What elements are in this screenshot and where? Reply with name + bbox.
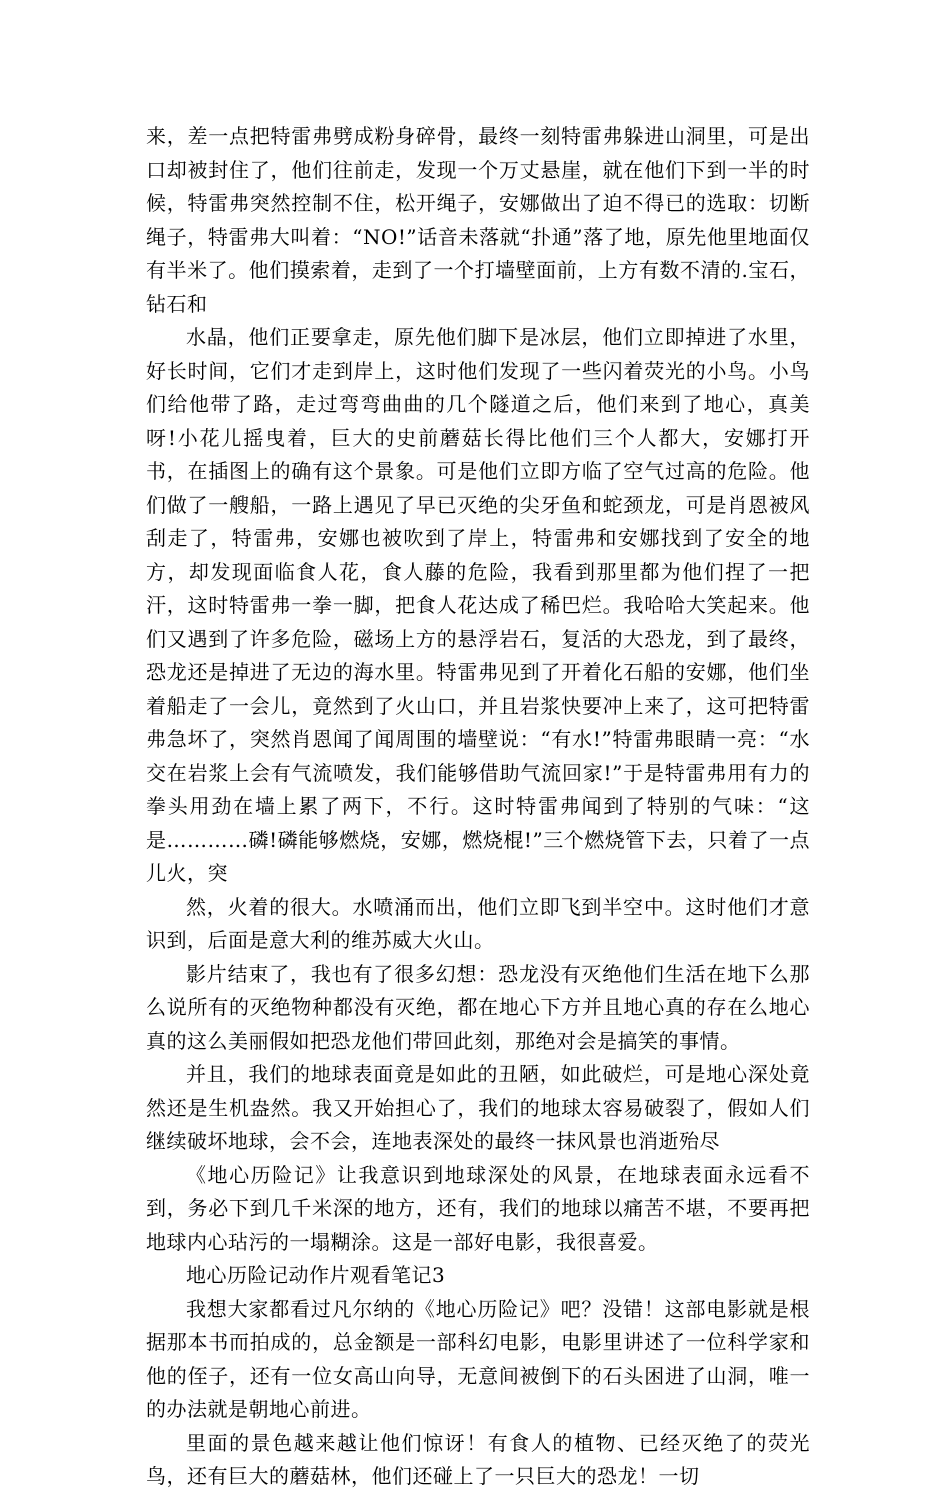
paragraph-6: 《地心历险记》让我意识到地球深处的风景，在地球表面永远看不到，务必下到几千米深的地方，还有，我们的地球以痛苦不堪，不要再把地球内心玷污的一塌糊涂。这是一部好电影，我很喜爱。	[146, 1162, 810, 1254]
paragraph-4: 影片结束了，我也有了很多幻想：恐龙没有灭绝他们生活在地下么那么说所有的灭绝物种都没有灭绝，都在地心下方并且地心真的存在么地心真的这么美丽假如把恐龙他们带回此刻，那绝对会是搞笑的事情。	[146, 961, 810, 1053]
paragraph-2: 水晶，他们正要拿走，原先他们脚下是冰层，他们立即掉进了水里，好长时间，它们才走到岸上，这时他们发现了一些闪着荧光的小鸟。小鸟们给他带了路，走过弯弯曲曲的几个隧道之后，他们来到了地心，真美呀!小花儿摇曳着，巨大的史前蘑菇长得比他们三个人都大，安娜打开书，在插图上的确有这个景象。可是他们立即方临了空气过高的危险。他们做了一艘船，一路上遇见了早已灭绝的尖牙鱼和蛇颈龙，可是肖恩被风刮走了，特雷弗，安娜也被吹到了岸上，特雷弗和安娜找到了安全的地方，却发现面临食人花，食人藤的危险，我看到那里都为他们捏了一把汗，这时特雷弗一拳一脚，把食人花达成了稀巴烂。我哈哈大笑起来。他们又遇到了许多危险，磁场上方的悬浮岩石，复活的大恐龙，到了最终，恐龙还是掉进了无边的海水里。特雷弗见到了开着化石船的安娜，他们坐着船走了一会儿，竟然到了火山口，并且岩浆快要冲上来了，这可把特雷弗急坏了，突然肖恩闻了闻周围的墙壁说：“有水!”特雷弗眼睛一亮：“水交在岩浆上会有气流喷发，我们能够借助气流回家!”于是特雷弗用有力的拳头用劲在墙上累了两下，不行。这时特雷弗闻到了特别的气味：“这是…………磷!磷能够燃烧，安娜，燃烧棍!”三个燃烧管下去，只着了一点儿火，突	[146, 325, 810, 885]
document-page	[146, 120, 810, 1494]
paragraph-8: 里面的景色越来越让他们惊讶！有食人的植物、已经灭绝了的荧光鸟，还有巨大的蘑菇林，他们还碰上了一只巨大的恐龙！一切	[146, 1430, 810, 1488]
paragraph-7: 我想大家都看过凡尔纳的《地心历险记》吧？没错！这部电影就是根据那本书而拍成的，总金额是一部科幻电影，电影里讲述了一位科学家和他的侄子，还有一位女高山向导，无意间被倒下的石头困进了山洞，唯一的办法就是朝地心前进。	[146, 1296, 810, 1421]
paragraph-1: 来，差一点把特雷弗劈成粉身碎骨，最终一刻特雷弗躲进山洞里，可是出口却被封住了，他们往前走，发现一个万丈悬崖，就在他们下到一半的时候，特雷弗突然控制不住，松开绳子，安娜做出了迫不得已的选取：切断绳子，特雷弗大叫着：“NO!”话音未落就“扑通”落了地，原先他里地面仅有半米了。他们摸索着，走到了一个打墙壁面前，上方有数不清的.宝石，钻石和	[146, 124, 810, 316]
paragraph-3: 然，火着的很大。水喷涌而出，他们立即飞到半空中。这时他们才意识到，后面是意大利的维苏威大火山。	[146, 894, 810, 952]
paragraph-5: 并且，我们的地球表面竟是如此的丑陋，如此破烂，可是地心深处竟然还是生机盎然。我又开始担心了，我们的地球太容易破裂了，假如人们继续破坏地球，会不会，连地表深处的最终一抹风景也消逝殆尽	[146, 1062, 810, 1153]
section-heading: 地心历险记动作片观看笔记3	[186, 1263, 446, 1287]
